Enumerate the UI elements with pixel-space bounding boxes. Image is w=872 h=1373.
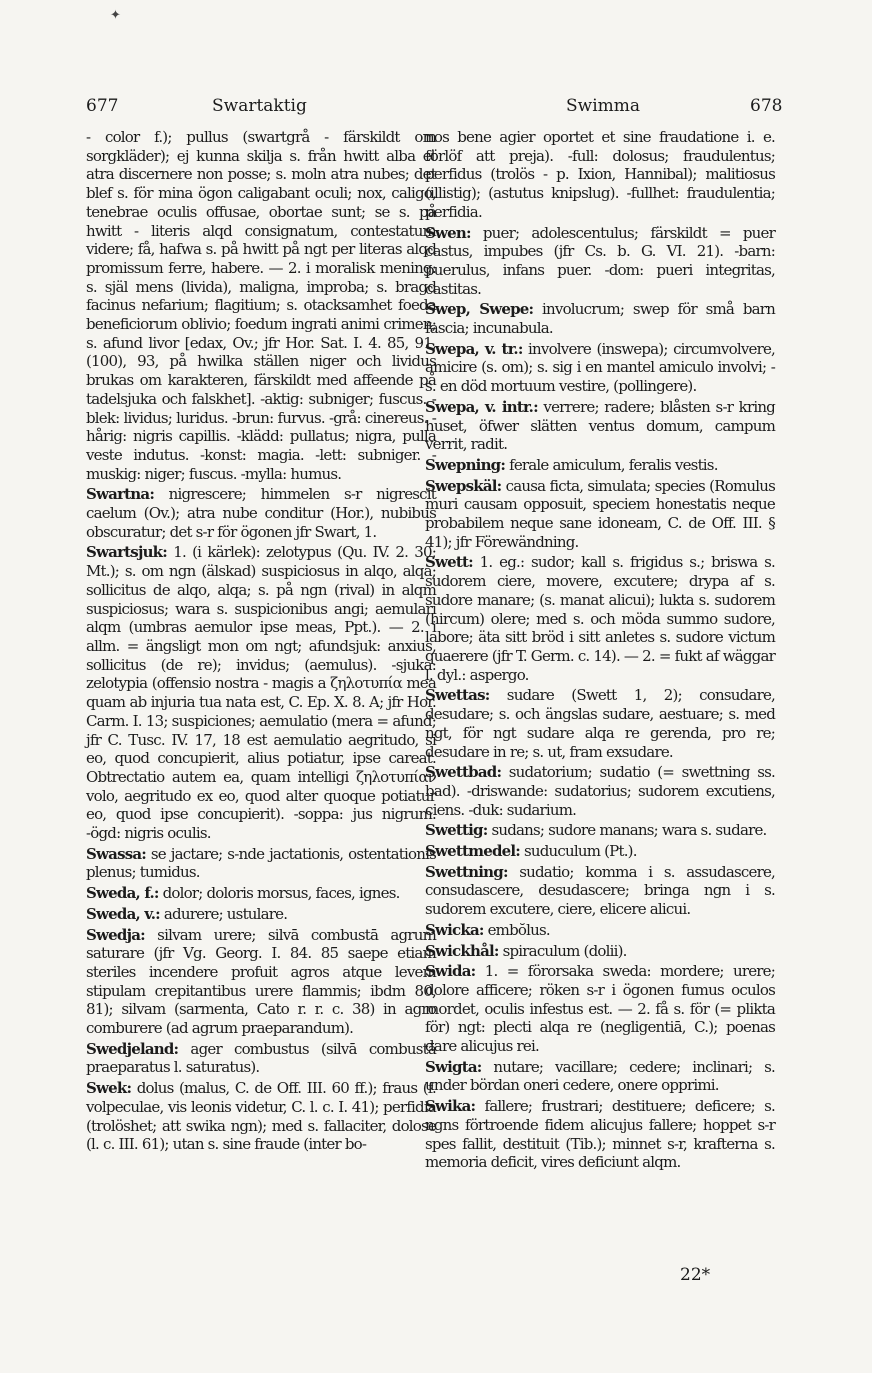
entry-text: 1. = förorsaka sweda: mordere; urere; dolore afficere; röken s-r i ögonen fumus oculos mordet, oculis infestus est. — 2. få s. för (= plikta för) ngt: plecti alqa re (negligentiā, C.); poenas dare alicujus rei. bbox=[425, 962, 775, 1056]
entry bbox=[86, 485, 436, 541]
entry bbox=[425, 921, 775, 940]
entry bbox=[86, 905, 436, 924]
entry-text: nigrescere; himmelen s-r nigrescit caelum (Ov.); atra nube conditur (Hor.), nubibus obscuratur; det s-r för ögonen jfr Swart, 1. bbox=[86, 485, 436, 541]
entry-text: 1. (i kärlek): zelotypus (Qu. IV. 2. 30; Mt.); s. om ngn (älskad) suspiciosus in alqo, alqa; sollicitus de alqo, alqa; s. på ngn (rival) in alqm suspiciosus; wara s. suspicionibus angi; aemulari alqm (umbras aemulor ipse meas, Ppt.). — 2. i allm. = ängsligt mon om ngt; afundsjuk: anxius, sollicitus (de re); invidus; (aemulus). -sjuka: zelotypia (offensio nostra - magis a ζηλοτυπία mea quam ab injuria tua nata est, C. Ep. X. 8. A; jfr Hor. Carm. I. 13; suspiciones; aemulatio (mera = afund; jfr C. Tusc. IV. 17, 18 est aemulatio aegritudo, si eo, quod concupierit, alius potiatur, ipse careat. Obtrectatio autem ea, quam intelligi ζηλοτυπίαν volo, aegritudo ex eo, quod alter quoque potiatur eo, quod ipse concupierit). -soppa: jus nigrum. -ögd: nigris oculis. bbox=[86, 543, 436, 843]
entry bbox=[86, 926, 436, 1038]
left-page-number: 677 bbox=[86, 96, 119, 116]
entry-text: sudare (Swett 1, 2); consudare, desudare; s. och ängslas sudare, aestuare; s. med ngt, för ngt sudare alqa re gerenda, pro re; desudare in re; s. ut, fram exsudare. bbox=[425, 686, 775, 761]
entry-text: sudatorium; sudatio (= swettning ss. bad). -driswande: sudatorius; sudorem excutiens, ciens. -duk: sudarium. bbox=[425, 763, 775, 819]
entry bbox=[86, 884, 436, 903]
entry-text: sudatio; komma i s. assudascere, consudascere, desudascere; bringa ngn i s. sudorem excutere, ciere, elicere alicui. bbox=[425, 862, 775, 919]
entry-text: 1. eg.: sudor; kall s. frigidus s.; briswa s. sudorem ciere, movere, excutere; drypa af s. sudore manare; (s. manat alicui); lukta s. sudorem (hircum) olere; med s. och möda summo sudore, labore; äta sitt bröd i sitt anletes s. sudore victum quaerere (jfr T. Germ. c. 14). — 2. = fukt af wäggar l. dyl.: aspergo. bbox=[425, 553, 775, 684]
entry bbox=[425, 477, 775, 552]
entry-text: adurere; ustulare. bbox=[159, 904, 288, 923]
entry bbox=[425, 763, 775, 819]
headword: Swickhål: bbox=[425, 941, 499, 960]
headword: Swika: bbox=[425, 1097, 476, 1116]
entry-text: involvere (inswepa); circumvolvere, amicire (s. om); s. sig i en mantel amiculo involvi; - s. en död mortuum vestire, (pollingere). bbox=[425, 339, 775, 396]
entry-text: verrere; radere; blåsten s-r kring huset, öfwer slätten ventus domum, campum verrit, radit. bbox=[425, 397, 775, 454]
entry-text: spiraculum (dolii). bbox=[498, 941, 627, 960]
entry bbox=[425, 1058, 775, 1095]
headword: Swida: bbox=[425, 962, 476, 981]
headword: Swep, Swepe: bbox=[425, 300, 534, 319]
entry-text: causa ficta, simulata; species (Romulus muri causam opposuit, speciem honestatis neque probabilem neque sane idoneam, C. de Off. III. § 41); jfr Förewändning. bbox=[425, 476, 775, 551]
headword: Swettmedel: bbox=[425, 842, 521, 861]
headword: Swettbad: bbox=[425, 763, 502, 782]
right-column bbox=[425, 128, 775, 1174]
entry bbox=[86, 845, 436, 882]
headword: Swek: bbox=[86, 1079, 132, 1098]
entry-text: se jactare; s-nde jactationis, ostentationis plenus; tumidus. bbox=[86, 844, 436, 882]
headword: Swepning: bbox=[425, 455, 506, 474]
entry-text: nutare; vacillare; cedere; inclinari; s. under bördan oneri cedere, onere opprimi. bbox=[425, 1057, 775, 1095]
entry bbox=[86, 543, 436, 842]
headword: Swassa: bbox=[86, 844, 147, 863]
headword: Sweda, v.: bbox=[86, 904, 160, 923]
entry bbox=[425, 224, 775, 299]
entry-text: fallere; frustrari; destituere; deficere; s. ngns förtroende fidem alicujus fallere; hoppet s-r spes fallit, destituit (Tib.); minnet s-r, krafterna s. memoria deficit, vires deficiunt alqm. bbox=[425, 1097, 775, 1172]
entry bbox=[425, 942, 775, 961]
entry bbox=[425, 456, 775, 475]
headword: Swicka: bbox=[425, 920, 484, 939]
headword: Swedja: bbox=[86, 925, 145, 944]
entry-text: embŏlus. bbox=[483, 920, 550, 939]
headword: Swigta: bbox=[425, 1057, 482, 1076]
entry bbox=[425, 340, 775, 396]
entry bbox=[86, 1040, 436, 1077]
entry-text: nos bene agier oportet et sine fraudatione i. e. förlöf att preja). -full: dolosus; fraudulentus; perfidus (trolös - p. Ixion, Hannibal); malitiosus (illistig); (astutus knipslug). -fullhet: fraudulentia; perfidia. bbox=[425, 128, 775, 221]
print-mark: ✦ bbox=[110, 8, 121, 23]
left-column bbox=[86, 128, 436, 1156]
entry bbox=[425, 686, 775, 761]
entry-text: puer; adolescentulus; färskildt = puer castus, impubes (jfr Cs. b. G. VI. 21). -barn: puerulus, infans puer. -dom: pueri integritas, castitas. bbox=[425, 223, 775, 298]
entry bbox=[86, 128, 436, 483]
entry-text: dolor; doloris morsus, faces, ignes. bbox=[158, 884, 400, 903]
entry-text: ferale amiculum, feralis vestis. bbox=[505, 455, 718, 474]
entry bbox=[425, 128, 775, 222]
entry-text: ager combustus (silvā combustā praeparatus l. saturatus). bbox=[86, 1039, 436, 1077]
headword: Swettig: bbox=[425, 821, 488, 840]
right-running-head: Swimma bbox=[566, 96, 641, 116]
headword: Swartna: bbox=[86, 485, 155, 504]
entry-text: sudans; sudore manans; wara s. sudare. bbox=[487, 821, 767, 840]
headword: Swepskäl: bbox=[425, 476, 502, 495]
entry bbox=[425, 553, 775, 684]
entry bbox=[86, 1079, 436, 1154]
entry bbox=[425, 962, 775, 1056]
left-running-head: Swartaktig bbox=[212, 96, 307, 116]
entry bbox=[425, 1097, 775, 1172]
entry-text: dolus (malus, C. de Off. III. 60 ff.); fraus (f. volpeculae, vis leonis videtur, C. l. c. I. 41); perfidia (trolöshet; att swika ngn); med s. fallaciter, dolose (l. c. III. 61); utan s. sine fraude (inter bo- bbox=[86, 1079, 436, 1154]
headword: Swettning: bbox=[425, 862, 508, 881]
entry bbox=[425, 842, 775, 861]
right-page-number: 678 bbox=[750, 96, 783, 116]
headword: Swettas: bbox=[425, 686, 490, 705]
entry-text: - color f.); pullus (swartgrå - färskildt om sorgkläder); ej kunna skilja s. från hwitt alba et atra discernere non posse; s. moln atra nubes; det blef s. för mina ögon caligabant oculi; nox, caligo, tenebrae oculis offusae, obortae sunt; se s. på hwitt - literis alqd consignatum, contestatum videre; få, hafwa s. på hwitt på ngt per literas alqd promissum ferre, habere. — 2. i moralisk mening: s. själ mens (livida), maligna, improba; s. bragd facinus nefarium; flagitium; s. otacksamhet foeda beneficiorum oblivio; foedum ingrati animi crimen; s. afund livor [edax, Ov.; jfr Hor. Sat. I. 4. 85, 91, (100), 93, på hwilka ställen niger och lividus brukas om karakteren, färskildt med affeende på tadelsjuka och falskhet]. -aktig: subniger; fuscus. -blek: lividus; luridus. -brun: furvus. -grå: cinereus. -hårig: nigris capillis. -klädd: pullatus; nigra, pulla veste indutus. -konst: magia. -lett: subniger. -muskig: niger; fuscus. -mylla: humus. bbox=[86, 128, 436, 483]
headword: Swartsjuk: bbox=[86, 543, 168, 562]
entry-text: involucrum; swep för små barn fascia; incunabula. bbox=[425, 300, 776, 338]
entry-text: silvam urere; silvā combustā agrum saturare (jfr Vg. Georg. I. 84. 85 saepe etiam steriles incendere profuit agros atque levem stipulam crepitantibus urere flammis; ibdm 80, 81); silvam (sarmenta, Cato r. r. c. 38) in agro comburere (ad agrum praeparandum). bbox=[86, 925, 436, 1038]
entry bbox=[425, 863, 775, 919]
headword: Sweda, f.: bbox=[86, 884, 159, 903]
entry bbox=[425, 398, 775, 454]
entry-text: suduculum (Pt.). bbox=[520, 842, 637, 861]
headword: Swett: bbox=[425, 553, 473, 572]
headword: Swen: bbox=[425, 223, 471, 242]
headword: Swepa, v. intr.: bbox=[425, 397, 538, 416]
signature-mark: 22* bbox=[680, 1265, 711, 1285]
headword: Swepa, v. tr.: bbox=[425, 339, 523, 358]
entry bbox=[425, 300, 775, 337]
headword: Swedjeland: bbox=[86, 1039, 179, 1058]
entry bbox=[425, 821, 775, 840]
